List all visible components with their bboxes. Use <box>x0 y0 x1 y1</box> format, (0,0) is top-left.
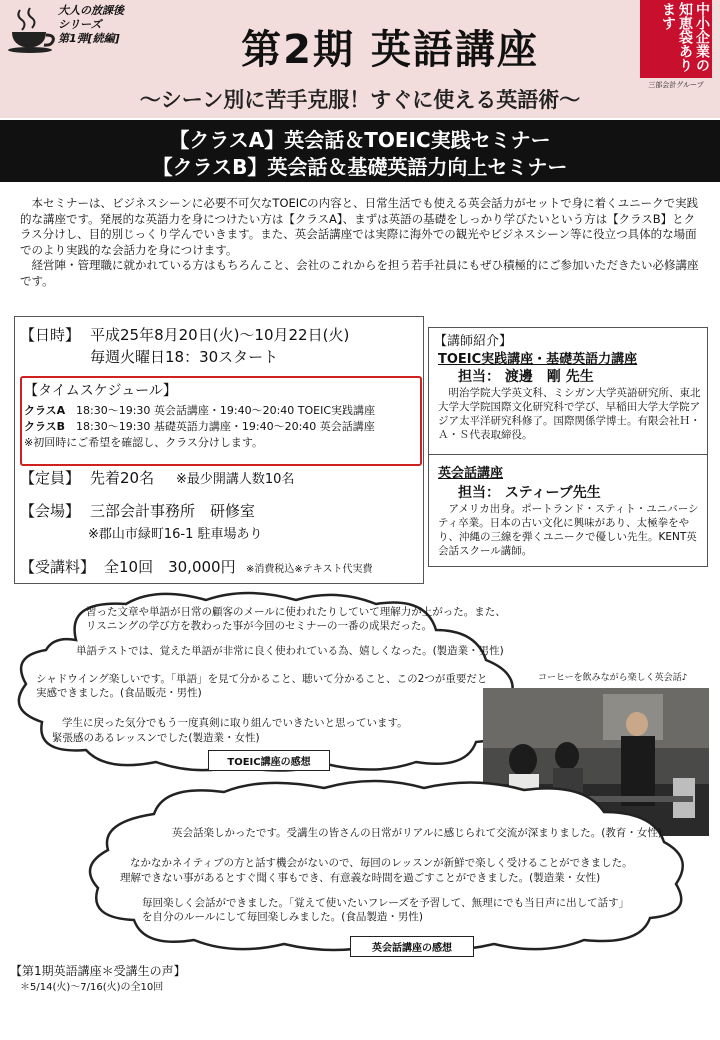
schedule-b: 18:30～19:30 基礎英語力講座・19:40～20:40 英会話講座 <box>76 420 375 433</box>
schedule-a: 18:30～19:30 英会話講座・19:40～20:40 TOEIC実践講座 <box>76 404 376 417</box>
intro-paragraph: 経営陣・管理職に就かれている方はもちろんこと、会社のこれからを担う若手社員にもぜひ積極的にご参加いただきたい必修講座です。 <box>20 258 699 288</box>
logo-caption: 三部会計グループ <box>648 81 704 89</box>
venue-address: ※郡山市緑町16-1 駐車場あり <box>88 527 263 542</box>
date-start: 毎週火曜日18：30スタート <box>90 348 279 366</box>
page-title: 第2期 英語講座 <box>241 27 539 73</box>
toeic-voice-3: シャドウイング楽しいです。「単語」を見て分かること、聴いて分かること、この2つが重要だと実感できました。(食品販売・男性) <box>36 673 488 699</box>
instructor2-bio: アメリカ出身。ポートランド・スティト・ユニバーシティ卒業。日本の古い文化に興味があり、太極拳をやり、沖縄の三線を弾くユニークで優しい先生。KENT英会話スクール講師。 <box>438 503 699 557</box>
class-a-title: 【クラスA】英会話＆TOEIC実践セミナー <box>169 128 551 152</box>
instructor-divider <box>428 454 707 455</box>
toeic-voice-2: 単語テストでは、覚えた単語が非常に良く使われている為、嬉しくなった。(製造業・男性) <box>76 645 504 657</box>
series-title <box>58 4 158 46</box>
schedule-a-label: クラスA <box>24 404 66 417</box>
instructor1-bio: 明治学院大学英文科、ミシガン大学英語研究所、東北大学大学院国際文化研究科で学び、早稲田大学大学院アジア太平洋研究科修了。国際関係学博士。有限会社Ｈ・Ａ・Ｓ代表取締役。 <box>438 387 701 441</box>
photo-caption: コーヒーを飲みながら楽しく英会話♪ <box>538 673 688 683</box>
toeic-voice-1: 習った文章や単語が日常の顧客のメールに使われたりしていて理解力が上がった。また、リスニングの学び方を教わった事が今回のセミナーの一番の成果だった。 <box>86 606 506 632</box>
fee-label: 【受講料】 <box>20 558 96 576</box>
toeic-voice-label: TOEIC講座の感想 <box>208 750 330 771</box>
capacity-value: 先着20名 <box>90 469 155 487</box>
coffee-cup-icon <box>6 6 58 54</box>
footer-title: 【第1期英語講座＊受講生の声】 <box>10 964 186 978</box>
course2-title: 英会話講座 <box>438 466 504 481</box>
toeic-voice-5: 緊張感のあるレッスンでした(製造業・女性) <box>52 732 260 744</box>
instructor-title: 【講師紹介】 <box>434 334 513 349</box>
capacity-label: 【定員】 <box>20 469 81 487</box>
date-value: 平成25年8月20日(火)～10月22日(火) <box>90 326 350 344</box>
intro-paragraph: 本セミナーは、ビジネスシーンに必要不可欠なTOEICの内容と、日常生活でも使える英会話力がセットで身に着くユニークで実践的な講座です。発展的な英語力を身につけたい方は【クラスA】、まずは英語の基礎をしっかり学びたいという方は【クラスB】とクラス分けし、目的別じっくり学んでいきます。また、英会話講座では実際に海外での観光やビジネスシーン等に役立つ具体的な場面でのより実践的な会話力を身につけます。 <box>20 196 699 257</box>
schedule-title: 【タイムスケジュール】 <box>24 383 177 399</box>
course1-title: TOEIC実践講座・基礎英語力講座 <box>438 352 638 367</box>
fee-value: 全10回 30,000円 <box>104 558 236 576</box>
company-logo <box>640 0 712 78</box>
eikaiwa-voice-2: なかなかネイティブの方と話す機会がないので、毎回のレッスンが新鮮で楽しく受けることができました。 <box>130 857 633 869</box>
footer-note: ＊5/14(火)～7/16(火)の全10回 <box>20 982 164 993</box>
page-subtitle: ～シーン別に苦手克服！すぐに使える英語術～ <box>139 88 581 112</box>
eikaiwa-voice-4: 毎回楽しく会話ができました。｢覚えて使いたいフレーズを予習して、無理にでも当日声に出して話す｣を自分のルールにして毎回楽しみました。(食品製造・男性) <box>142 897 624 923</box>
schedule-b-label: クラスB <box>24 420 66 433</box>
eikaiwa-voice-3: 理解できない事があるとすぐ聞く事もでき、有意義な時間を過ごすことができました。(製造業・女性) <box>120 872 601 884</box>
toeic-voice-4: 学生に戻った気分でもう一度真剣に取り組んでいきたいと思っています。 <box>62 717 408 729</box>
class-b-title: 【クラスB】英会話＆基礎英語力向上セミナー <box>152 155 568 179</box>
series-line: 第1弾[続編] <box>58 32 120 45</box>
schedule-note: ※初回時にご希望を確認し、クラス分けします。 <box>24 436 264 449</box>
instructor2-name: 担当： スティーブ先生 <box>458 485 601 501</box>
series-line: シリーズ <box>58 18 102 31</box>
intro-text <box>20 196 700 290</box>
series-line: 大人の放課後 <box>58 4 124 17</box>
logo-text: 中小企業の知恵袋あります <box>660 2 710 72</box>
eikaiwa-voice-label: 英会話講座の感想 <box>350 936 474 957</box>
eikaiwa-voice-1: 英会話楽しかったです。受講生の皆さんの日常がリアルに感じられて交流が深まりました。(教育・女性) <box>172 827 662 839</box>
instructor1-name: 担当： 渡邊 剛 先生 <box>458 369 594 385</box>
venue-label: 【会場】 <box>20 502 81 520</box>
fee-note: ※消費税込※テキスト代実費 <box>246 564 373 575</box>
date-label: 【日時】 <box>20 326 81 344</box>
capacity-note: ※最少開講人数10名 <box>176 472 295 487</box>
venue-value: 三部会計事務所 研修室 <box>90 502 256 520</box>
